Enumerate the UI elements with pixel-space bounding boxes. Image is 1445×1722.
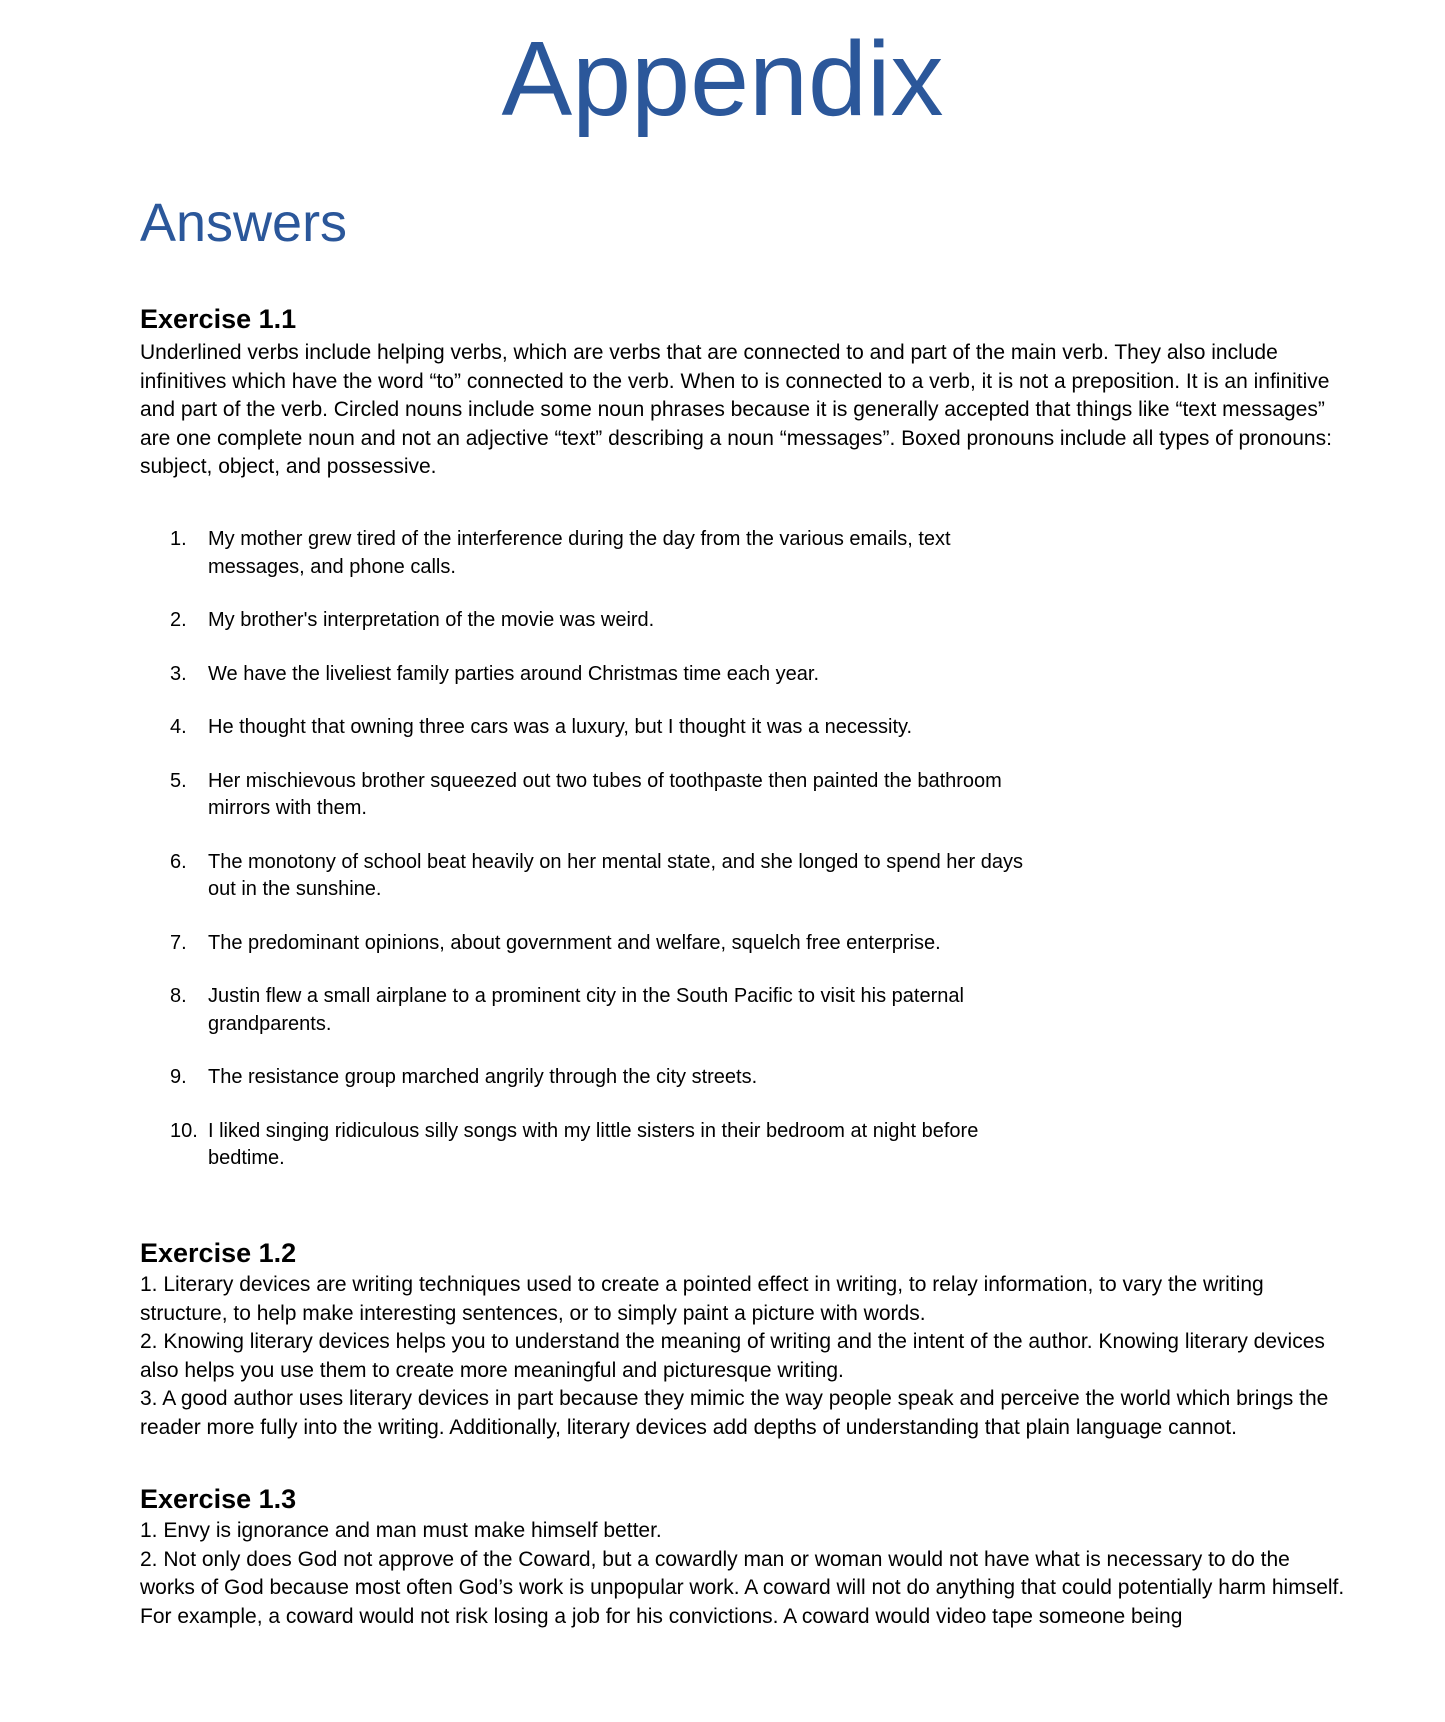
item-text: Justin flew a small airplane to a prominent city in the South Pacific to visit his paternal grandparents. (208, 985, 964, 1035)
item-text: The monotony of school beat heavily on her mental state, and she longed to spend her days out in the sunshine. (208, 850, 1023, 900)
answer-line: 2. Not only does God not approve of the Coward, but a cowardly man or woman would not have what is necessary to do the works of God because most often God’s work is unpopular work. A coward will not do anything that could potentially harm himself. For example, a coward would not risk losing a job for his convictions. A coward would video tape someone being (140, 1547, 1345, 1628)
list-item (170, 930, 1030, 958)
list-item (170, 714, 1030, 742)
item-text: The resistance group marched angrily through the city streets. (208, 1066, 758, 1088)
page-title: Appendix (501, 20, 944, 138)
item-number: 1. (170, 528, 187, 550)
exercise-1-2-answers (140, 1271, 1350, 1442)
item-number: 5. (170, 769, 187, 792)
list-item (170, 1064, 1030, 1092)
item-number: 9. (170, 1066, 187, 1088)
item-text: My brother's interpretation of the movie was weird. (208, 609, 655, 631)
item-text: The predominant opinions, about government and welfare, squelch free enterprise. (208, 931, 941, 954)
item-number: 8. (170, 985, 187, 1007)
list-item (170, 1118, 1030, 1173)
exercise-1-3-answers (140, 1517, 1350, 1631)
item-number: 6. (170, 850, 187, 873)
item-number: 3. (170, 662, 187, 685)
list-item (170, 661, 1030, 689)
list-item (170, 849, 1030, 904)
answer-line: 1. Literary devices are writing techniques used to create a pointed effect in writing, to relay information, to vary the writing structure, to help make interesting sentences, or to simply paint a picture with words. (140, 1273, 1264, 1325)
answer-line: 1. Envy is ignorance and man must make himself better. (140, 1519, 662, 1542)
exercise-1-2-heading: Exercise 1.2 (140, 1238, 297, 1268)
list-item (170, 768, 1030, 823)
list-item (170, 607, 1030, 635)
item-text: Her mischievous brother squeezed out two tubes of toothpaste then painted the bathroom mirrors with them. (208, 769, 1002, 819)
item-number: 10. (170, 1119, 198, 1142)
exercise-1-1-intro: Underlined verbs include helping verbs, which are verbs that are connected to and part of the main verb. They also include infinitives which have the word “to” connected to the verb. When to is connected to a verb, it is not a preposition. It is an infinitive and part of the verb. Circled nouns include some noun phrases because it is generally accepted that things like “text messages” are one complete noun and not an adjective “text” describing a noun “messages”. Boxed pronouns include all types of pronouns: subject, object, and possessive. (140, 341, 1332, 478)
exercise-1-3-heading: Exercise 1.3 (140, 1484, 297, 1514)
item-text: My mother grew tired of the interference during the day from the various emails, text messages, and phone calls. (208, 528, 951, 578)
item-text: He thought that owning three cars was a luxury, but I thought it was a necessity. (208, 716, 913, 738)
exercise-1-1-heading: Exercise 1.1 (140, 304, 297, 334)
exercise-1-1-list (170, 526, 1030, 1199)
list-item (170, 526, 1030, 581)
item-number: 2. (170, 609, 187, 631)
list-item (170, 983, 1030, 1038)
answer-line: 2. Knowing literary devices helps you to understand the meaning of writing and the intent of the author. Knowing literary devices also helps you use them to create more meaningful and picturesque writing. (140, 1330, 1325, 1382)
item-number: 4. (170, 716, 187, 738)
item-text: We have the liveliest family parties around Christmas time each year. (208, 662, 820, 685)
answer-line: 3. A good author uses literary devices in part because they mimic the way people speak and perceive the world which brings the reader more fully into the writing. Additionally, literary devices add depths of understanding that plain language cannot. (140, 1387, 1329, 1439)
section-heading-answers: Answers (140, 193, 348, 253)
item-number: 7. (170, 931, 187, 954)
item-text: I liked singing ridiculous silly songs with my little sisters in their bedroom at night before bedtime. (208, 1119, 979, 1169)
